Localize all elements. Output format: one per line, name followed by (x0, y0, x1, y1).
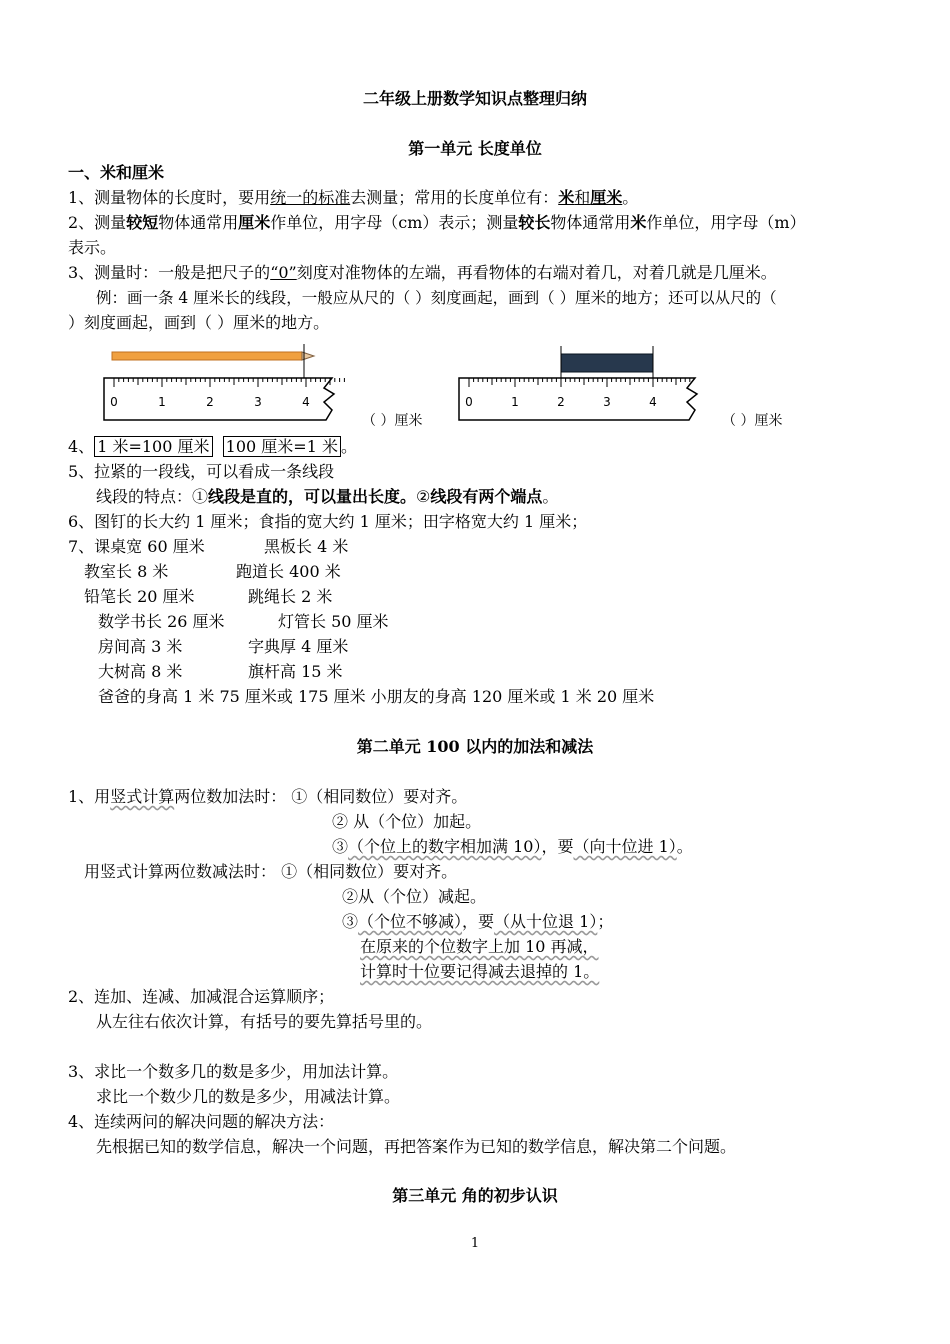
text: ； (597, 912, 614, 931)
measure-item: 跳绳长 2 米 (248, 587, 333, 606)
paragraph-order-cont: 从左往右依次计算，有括号的要先算括号里的。 (96, 1012, 433, 1031)
measure-item: 灯管长 50 厘米 (278, 612, 389, 631)
text: 物体通常用 (158, 213, 239, 232)
ruler-tick-label: 4 (302, 395, 310, 409)
text: 1、测量物体的长度时，要用 (68, 188, 271, 207)
text: 刻度对准物体的左端，再看物体的右端对着几，对着几就是几厘米。 (296, 263, 777, 282)
measure-item: 旗杆高 15 米 (248, 662, 343, 681)
text: 统一的标准 (270, 188, 351, 207)
paragraph-two-step: 4、连续两问的解决问题的解决方法： (68, 1112, 335, 1131)
text: 线段是直的，可以量出长度。 (208, 487, 417, 506)
answer-blank-1: （ ）厘米 (362, 413, 423, 429)
page-number: 1 (470, 1236, 480, 1251)
text: 线段的特点：① (96, 487, 209, 506)
document-title: 二年级上册数学知识点整理归纳 (362, 89, 587, 108)
subtraction-rule-1: 用竖式计算两位数减法时： ①（相同数位）要对齐。 (84, 862, 458, 881)
measure-item: 7、课桌宽 60 厘米 (68, 537, 205, 556)
subtraction-rule-5: 计算时十位要记得减去退掉的 1。 (360, 962, 600, 981)
text: 4、 (68, 437, 95, 456)
paragraph-1 (68, 187, 638, 209)
text: 米 (630, 213, 647, 232)
paragraph-two-step-cont: 先根据已知的数学信息，解决一个问题，再把答案作为已知的数学信息，解决第二个问题。 (96, 1137, 737, 1156)
ruler-tick-label: 3 (254, 395, 262, 409)
text: 两位数加法时： ①（相同数位）要对齐。 (174, 787, 468, 806)
text: ③ (332, 837, 349, 856)
measure-item: 房间高 3 米 (98, 637, 183, 656)
measure-item: 黑板长 4 米 (264, 537, 349, 556)
section-heading: 一、米和厘米 (68, 163, 165, 182)
text: 。 (676, 837, 693, 856)
text: 。 (622, 188, 639, 207)
addition-rule-2: ② 从（个位）加起。 (332, 812, 482, 831)
text: （向十位进 1） (573, 837, 677, 856)
measure-item: 跑道长 400 米 (236, 562, 341, 581)
ruler-tick-label: 2 (206, 395, 214, 409)
ruler-tick-label: 1 (158, 395, 166, 409)
measure-item: 数学书长 26 厘米 (98, 612, 225, 631)
unit1-title: 第一单元 长度单位 (408, 139, 542, 158)
ruler-tick-labels (110, 395, 310, 409)
measure-item: 教室长 8 米 (84, 562, 169, 581)
text: 去测量；常用的长度单位有： (350, 188, 559, 207)
ruler-ticks (114, 378, 344, 387)
text: 1、用 (68, 787, 111, 806)
paragraph-order: 2、连加、连减、加减混合运算顺序； (68, 987, 335, 1006)
ruler-tick-label: 0 (110, 395, 118, 409)
measure-item: 大树高 8 米 (98, 662, 183, 681)
text: 作单位，用字母（cm）表示；测量 (270, 213, 519, 232)
object-icon (561, 354, 653, 372)
paragraph-4 (68, 436, 357, 458)
text: 物体通常用 (550, 213, 631, 232)
paragraph-6: 6、图钉的长大约 1 厘米；食指的宽大约 1 厘米；田字格宽大约 1 厘米； (68, 512, 588, 531)
text: 3、测量时：一般是把尺子的 (68, 263, 271, 282)
example-line-cont: ）刻度画起，画到（ ）厘米的地方。 (68, 313, 330, 332)
paragraph-5-cont (96, 486, 558, 508)
paragraph-2 (68, 212, 806, 234)
measure-item: 字典厚 4 厘米 (248, 637, 349, 656)
ruler-tick-label: 1 (511, 395, 519, 409)
pencil-icon (112, 352, 302, 360)
text: ③ (342, 912, 359, 931)
ruler-tick-label: 2 (557, 395, 565, 409)
text: 线段有两个端点 (430, 487, 543, 506)
ruler-tick-label: 3 (603, 395, 611, 409)
boxed-formula-1: 1 米=100 厘米 (94, 436, 212, 457)
text: 作单位，用字母（m） (646, 213, 806, 232)
ruler-tick-label: 0 (465, 395, 473, 409)
text: 。 (340, 437, 357, 456)
example-line: 例：画一条 4 厘米长的线段，一般应从尺的（ ）刻度画起，画到（ ）厘米的地方；还可以从尺的（ (96, 289, 777, 307)
text: （个位上的数字相加满 10） (348, 837, 542, 856)
ruler-body (459, 378, 697, 420)
text: 米 (558, 188, 575, 207)
ruler-figure-2 (455, 340, 715, 428)
text: 2、测量 (68, 213, 127, 232)
text: ，要 (462, 912, 495, 931)
text: （个位不够减） (358, 912, 463, 931)
text: 较长 (518, 213, 551, 232)
text: ② (416, 487, 431, 506)
text: 。 (542, 487, 559, 506)
subtraction-rule-2: ②从（个位）减起。 (342, 887, 487, 906)
text: 较短 (126, 213, 159, 232)
text: 厘米 (590, 188, 623, 207)
ruler-tick-label: 4 (649, 395, 657, 409)
answer-blank-2: （ ）厘米 (722, 413, 783, 429)
unit3-title: 第三单元 角的初步认识 (392, 1186, 558, 1205)
addition-rule-1 (68, 786, 467, 808)
measure-item: 铅笔长 20 厘米 (84, 587, 195, 606)
subtraction-rule-4: 在原来的个位数字上加 10 再减， (360, 937, 599, 956)
boxed-formula-2: 100 厘米=1 米 (223, 436, 341, 457)
ruler-figure-1 (100, 340, 360, 428)
unit2-title: 第二单元 100 以内的加法和减法 (356, 737, 594, 756)
paragraph-compare-cont: 求比一个数少几的数是多少，用减法计算。 (96, 1087, 401, 1106)
text: （从十位退 1） (494, 912, 598, 931)
text: 竖式计算 (110, 787, 175, 806)
ruler-tick-labels (465, 395, 657, 409)
paragraph-5: 5、拉紧的一段线，可以看成一条线段 (68, 462, 335, 481)
paragraph-2-cont: 表示。 (68, 238, 117, 257)
measure-item-last: 爸爸的身高 1 米 75 厘米或 175 厘米 小朋友的身高 120 厘米或 1 米 20 厘米 (98, 687, 655, 706)
subtraction-rule-3 (342, 911, 613, 933)
text: 和 (574, 188, 591, 207)
text: ，要 (541, 837, 574, 856)
text: “0” (270, 263, 297, 282)
paragraph-compare: 3、求比一个数多几的数是多少，用加法计算。 (68, 1062, 399, 1081)
paragraph-3 (68, 262, 777, 284)
addition-rule-3 (332, 836, 693, 858)
ruler-ticks (469, 378, 690, 387)
text: 厘米 (238, 213, 271, 232)
